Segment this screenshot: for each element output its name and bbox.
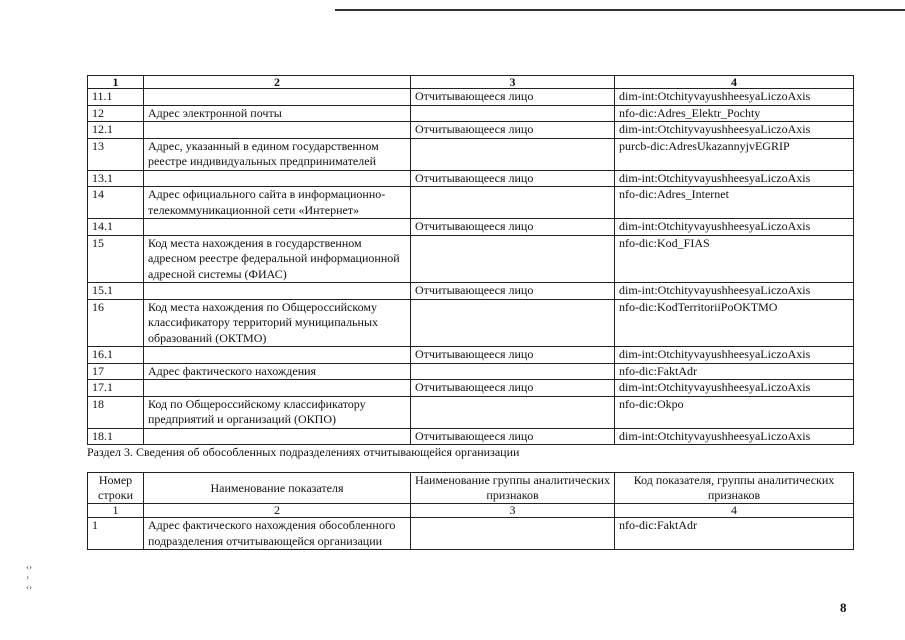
cell-col-1: Номер строки xyxy=(88,473,144,504)
cell-col-4: dim-int:OtchityvayushheesyaLiczoAxis xyxy=(615,89,854,106)
cell-col-3: Отчитывающееся лицо xyxy=(411,283,615,300)
cell-col-4: dim-int:OtchityvayushheesyaLiczoAxis xyxy=(615,122,854,139)
cell-col-3 xyxy=(411,105,615,122)
column-number-row xyxy=(88,504,854,518)
table-row xyxy=(88,170,854,187)
cell-col-1: 13.1 xyxy=(88,170,144,187)
cell-col-2: Адрес официального сайта в информационно-телекоммуникационной сети «Интернет» xyxy=(144,187,411,219)
cell-col-4: nfo-dic:FaktAdr xyxy=(615,363,854,380)
cell-col-1: 16 xyxy=(88,299,144,347)
cell-col-3 xyxy=(411,299,615,347)
cell-col-4: nfo-dic:Okpo xyxy=(615,396,854,428)
cell-col-1: 17 xyxy=(88,363,144,380)
table-row xyxy=(88,283,854,300)
cell-col-2: Код места нахождения по Общероссийскому классификатору территорий муниципальных образований (ОКТМО) xyxy=(144,299,411,347)
table-row xyxy=(88,380,854,397)
cell-col-2 xyxy=(144,122,411,139)
cell-col-1: 14 xyxy=(88,187,144,219)
cell-col-3: Отчитывающееся лицо xyxy=(411,219,615,236)
cell-col-3 xyxy=(411,518,615,550)
cell-col-1: 18.1 xyxy=(88,428,144,445)
top-rule xyxy=(335,9,905,11)
table-row xyxy=(88,138,854,170)
cell-col-2 xyxy=(144,219,411,236)
cell-col-3 xyxy=(411,363,615,380)
cell-col-3: Отчитывающееся лицо xyxy=(411,89,615,106)
cell-col-2: 2 xyxy=(144,76,411,89)
cell-col-4: nfo-dic:KodTerritoriiPoOKTMO xyxy=(615,299,854,347)
cell-col-4: Код показателя, группы аналитических признаков xyxy=(615,473,854,504)
cell-col-1: 1 xyxy=(88,504,144,518)
cell-col-3: Отчитывающееся лицо xyxy=(411,122,615,139)
cell-col-1: 16.1 xyxy=(88,347,144,364)
table-row xyxy=(88,187,854,219)
cell-col-3 xyxy=(411,138,615,170)
cell-col-2 xyxy=(144,170,411,187)
cell-col-4: dim-int:OtchityvayushheesyaLiczoAxis xyxy=(615,219,854,236)
table-row xyxy=(88,518,854,550)
table-row xyxy=(88,396,854,428)
cell-col-1: 17.1 xyxy=(88,380,144,397)
table-row xyxy=(88,219,854,236)
cell-col-2: Адрес электронной почты xyxy=(144,105,411,122)
cell-col-2: 2 xyxy=(144,504,411,518)
table-row xyxy=(88,299,854,347)
cell-col-3: Отчитывающееся лицо xyxy=(411,170,615,187)
cell-col-1: 11.1 xyxy=(88,89,144,106)
cell-col-1: 12.1 xyxy=(88,122,144,139)
table-row xyxy=(88,347,854,364)
cell-col-3: Отчитывающееся лицо xyxy=(411,380,615,397)
cell-col-2: Адрес фактического нахождения xyxy=(144,363,411,380)
indicators-table xyxy=(87,75,854,445)
cell-col-4: nfo-dic:Kod_FIAS xyxy=(615,235,854,283)
cell-col-2: Код по Общероссийскому классификатору предприятий и организаций (ОКПО) xyxy=(144,396,411,428)
cell-col-4: nfo-dic:FaktAdr xyxy=(615,518,854,550)
column-number-row xyxy=(88,76,854,89)
cell-col-4: 4 xyxy=(615,76,854,89)
cell-col-4: dim-int:OtchityvayushheesyaLiczoAxis xyxy=(615,380,854,397)
cell-col-4: 4 xyxy=(615,504,854,518)
cell-col-4: nfo-dic:Adres_Elektr_Pochty xyxy=(615,105,854,122)
cell-col-2 xyxy=(144,347,411,364)
section-3-title: Раздел 3. Сведения об обособленных подразделениях отчитывающейся организации xyxy=(87,445,520,459)
cell-col-2: Адрес, указанный в едином государственном реестре индивидуальных предпринимателей xyxy=(144,138,411,170)
cell-col-2: Код места нахождения в государственном адресном реестре федеральной информационной адресной системы (ФИАС) xyxy=(144,235,411,283)
cell-col-4: dim-int:OtchityvayushheesyaLiczoAxis xyxy=(615,428,854,445)
cell-col-3 xyxy=(411,235,615,283)
cell-col-1: 14.1 xyxy=(88,219,144,236)
header-row xyxy=(88,473,854,504)
cell-col-1: 1 xyxy=(88,76,144,89)
cell-col-4: purcb-dic:AdresUkazannyjvEGRIP xyxy=(615,138,854,170)
cell-col-2: Наименование показателя xyxy=(144,473,411,504)
cell-col-3 xyxy=(411,187,615,219)
table-row xyxy=(88,105,854,122)
cell-col-3: Отчитывающееся лицо xyxy=(411,347,615,364)
cell-col-2 xyxy=(144,283,411,300)
cell-col-3 xyxy=(411,396,615,428)
cell-col-1: 1 xyxy=(88,518,144,550)
cell-col-2: Адрес фактического нахождения обособленного подразделения отчитывающейся организации xyxy=(144,518,411,550)
cell-col-1: 15 xyxy=(88,235,144,283)
table-row xyxy=(88,235,854,283)
cell-col-1: 13 xyxy=(88,138,144,170)
scan-marks: ‹› › ‹› xyxy=(26,562,32,592)
cell-col-1: 12 xyxy=(88,105,144,122)
cell-col-4: dim-int:OtchityvayushheesyaLiczoAxis xyxy=(615,283,854,300)
table-row xyxy=(88,428,854,445)
cell-col-3: Отчитывающееся лицо xyxy=(411,428,615,445)
cell-col-2 xyxy=(144,89,411,106)
cell-col-1: 18 xyxy=(88,396,144,428)
cell-col-3: Наименование группы аналитических признаков xyxy=(411,473,615,504)
cell-col-4: nfo-dic:Adres_Internet xyxy=(615,187,854,219)
cell-col-2 xyxy=(144,380,411,397)
cell-col-4: dim-int:OtchityvayushheesyaLiczoAxis xyxy=(615,170,854,187)
page-number: 8 xyxy=(840,600,847,615)
cell-col-3: 3 xyxy=(411,504,615,518)
cell-col-1: 15.1 xyxy=(88,283,144,300)
table-row xyxy=(88,89,854,106)
cell-col-3: 3 xyxy=(411,76,615,89)
cell-col-4: dim-int:OtchityvayushheesyaLiczoAxis xyxy=(615,347,854,364)
table-row xyxy=(88,122,854,139)
table-row xyxy=(88,363,854,380)
cell-col-2 xyxy=(144,428,411,445)
subdivisions-table xyxy=(87,472,854,550)
